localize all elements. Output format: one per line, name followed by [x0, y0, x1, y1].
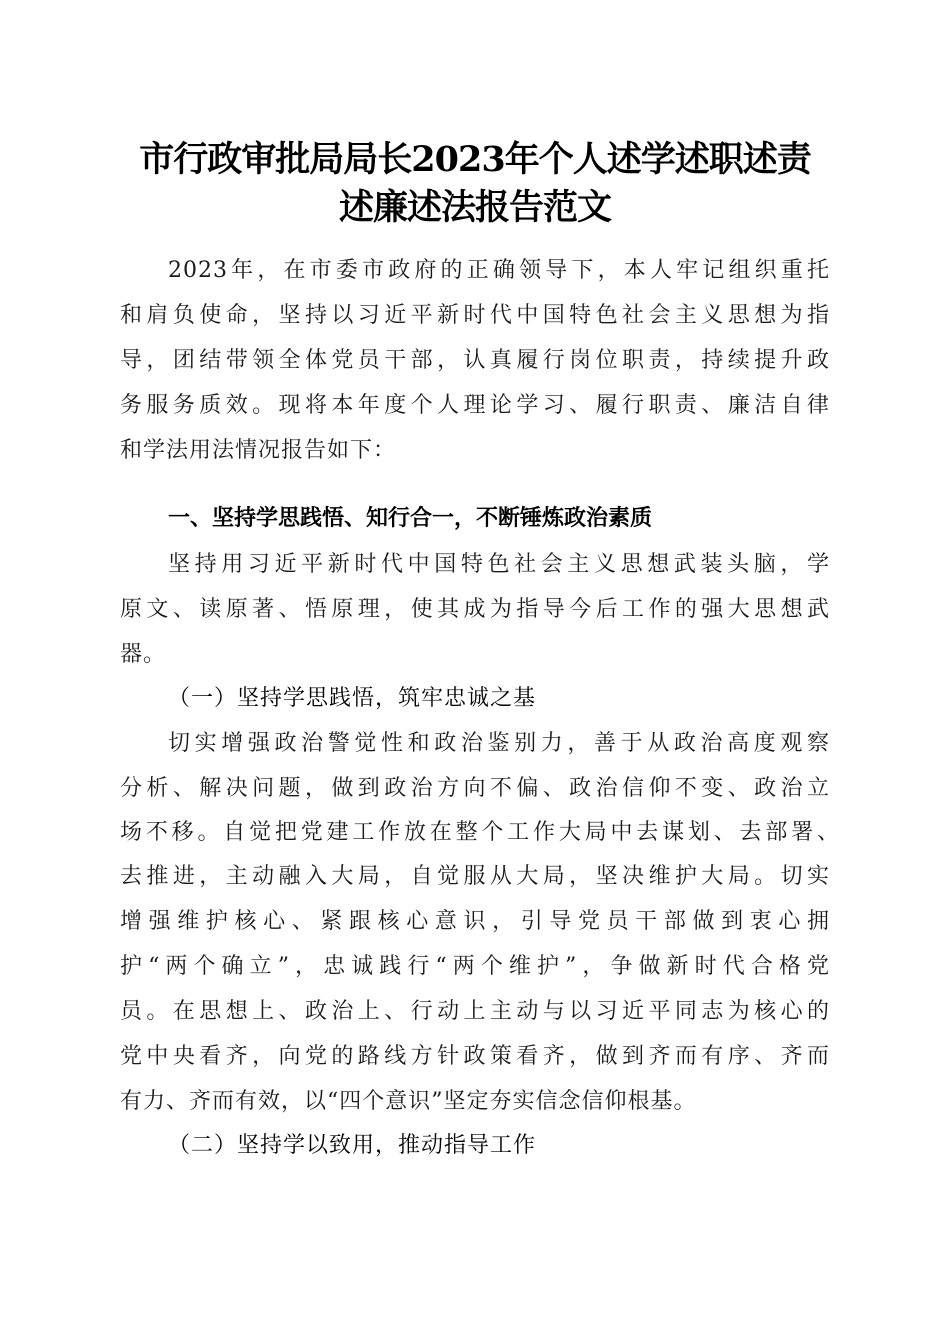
- subsection-1-paragraph-line: 去推进，主动融入大局，自觉服从大局，坚决维护大局。切实: [120, 864, 830, 889]
- section-1-paragraph-line: 坚持用习近平新时代中国特色社会主义思想武装头脑，学: [168, 552, 830, 577]
- subsection-2-heading: （二）坚持学以致用，推动指导工作: [168, 1133, 537, 1158]
- intro-paragraph-line: 和肩负使命，坚持以习近平新时代中国特色社会主义思想为指: [120, 303, 830, 328]
- intro-paragraph-line: 2023年，在市委市政府的正确领导下，本人牢记组织重托: [168, 258, 830, 283]
- document-title-line-1: 市行政审批局局长2023年个人述学述职述责: [139, 139, 811, 180]
- subsection-1-paragraph-line: 党中央看齐，向党的路线方针政策看齐，做到齐而有序、齐而: [120, 1044, 830, 1069]
- subsection-1-paragraph-line: 有力、齐而有效，以“四个意识”坚定夯实信念信仰根基。: [120, 1089, 697, 1114]
- subsection-1-paragraph-line: 切实增强政治警觉性和政治鉴别力，善于从政治高度观察: [168, 731, 830, 756]
- section-1-heading: 一、坚持学思践悟、知行合一，不断锤炼政治素质: [168, 506, 653, 531]
- subsection-1-paragraph-line: 场不移。自觉把党建工作放在整个工作大局中去谋划、去部署、: [120, 820, 840, 845]
- section-1-paragraph-line: 原文、读原著、悟原理，使其成为指导今后工作的强大思想武: [120, 597, 830, 622]
- subsection-1-heading: （一）坚持学思践悟，筑牢忠诚之基: [168, 686, 537, 711]
- intro-paragraph-line: 和学法用法情况报告如下：: [120, 438, 397, 463]
- section-1-paragraph-line: 器。: [120, 642, 167, 667]
- document-title-line-2: 述廉述法报告范文: [338, 187, 611, 228]
- subsection-1-paragraph-line: 分析、解决问题，做到政治方向不偏、政治信仰不变、政治立: [120, 776, 830, 801]
- intro-paragraph-line: 务服务质效。现将本年度个人理论学习、履行职责、廉洁自律: [120, 393, 830, 418]
- subsection-1-paragraph-line: 增强维护核心、紧跟核心意识，引导党员干部做到衷心拥: [120, 909, 830, 934]
- intro-paragraph-line: 导，团结带领全体党员干部，认真履行岗位职责，持续提升政: [120, 348, 830, 373]
- subsection-1-paragraph-line: 护“两个确立”，忠诚践行“两个维护”，争做新时代合格党: [120, 954, 830, 979]
- subsection-1-paragraph-line: 员。在思想上、政治上、行动上主动与以习近平同志为核心的: [120, 999, 830, 1024]
